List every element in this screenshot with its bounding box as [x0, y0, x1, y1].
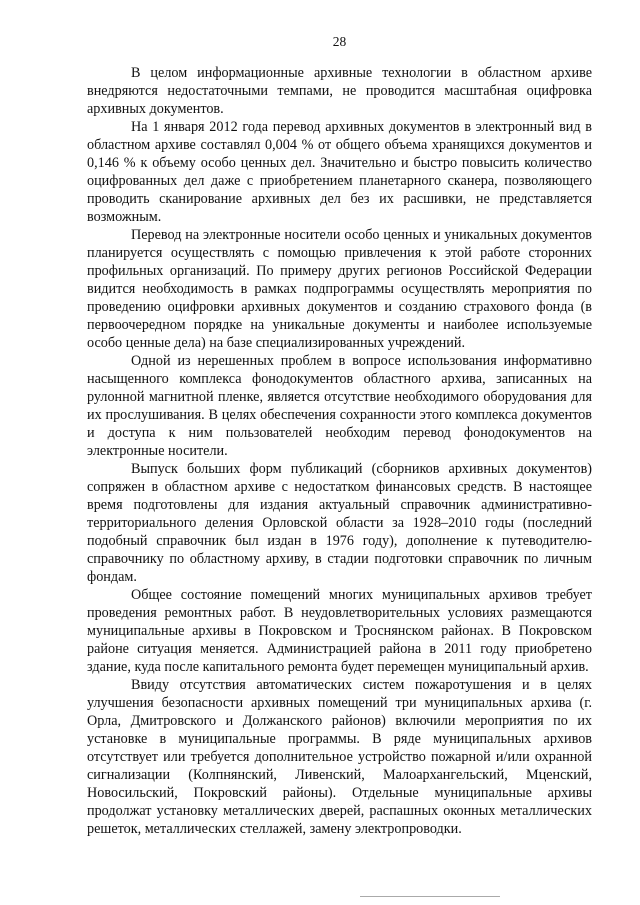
body-text: [87, 64, 592, 838]
paragraph-6: Общее состояние помещений многих муниципальных архивов требует проведения ремонтных работ. В неудовлетворительных условиях размещаются муниципальные архивы в Покровском и Троснянском районах. В Покровском районе ситуация меняется. Администрацией района в 2011 году приобретено здание, куда после капитального ремонта будет перемещен муниципальный архив.: [87, 587, 592, 675]
paragraph-2: На 1 января 2012 года перевод архивных документов в электронный вид в областном архиве составлял 0,004 % от общего объема хранящихся документов и 0,146 % к объему особо ценных дел. Значительно и быстро повысить количество оцифрованных дел даже с приобретением планетарного сканера, позволяющего проводить сканирование архивных дел без их расшивки, не представляется возможным.: [87, 119, 592, 225]
paragraph-4: Одной из нерешенных проблем в вопросе использования информативно насыщенного комплекса фонодокументов областного архива, записанных на рулонной магнитной пленке, является отсутствие необходимого оборудования для их прослушивания. В целях обеспечения сохранности этого комплекса документов и доступа к ним пользователей необходим перевод фонодокументов на электронные носители.: [87, 353, 592, 459]
paragraph-7: Ввиду отсутствия автоматических систем пожаротушения и в целях улучшения безопасности архивных помещений три муниципальных архива (г. Орла, Дмитровского и Должанского районов) включили мероприятия по их установке в муниципальные программы. В ряде муниципальных архивов отсутствует или требуется дополнительное устройство пожарной и/или охранной сигнализации (Колпнянский, Ливенский, Малоархангельский, Мценский, Новосильский, Покровский районы). Отдельные муниципальные архивы продолжат установку металлических дверей, распашных оконных металлических решеток, металлических стеллажей, замену электропроводки.: [87, 677, 592, 837]
page-number: 28: [332, 34, 347, 49]
paragraph-5: Выпуск больших форм публикаций (сборников архивных документов) сопряжен в областном архиве с недостатком финансовых средств. В настоящее время подготовлены для издания актуальный справочник административно-территориального деления Орловской области за 1928–2010 годы (последний подобный справочник был издан в 1976 году), дополнение к путеводителю-справочнику по областному архиву, в стадии подготовки справочник по личным фондам.: [87, 461, 592, 585]
scan-artifact-line: [360, 896, 500, 897]
paragraph-3: Перевод на электронные носители особо ценных и уникальных документов планируется осуществлять с помощью привлечения к этой работе сторонних профильных организаций. По примеру других регионов Российской Федерации видится необходимость в рамках подпрограммы осуществлять мероприятия по проведению оцифровки архивных документов и созданию страхового фонда (в первоочередном порядке на уникальные документы и наиболее используемые особо ценные дела) на базе специализированных учреждений.: [87, 227, 592, 351]
paragraph-1: В целом информационные архивные технологии в областном архиве внедряются недостаточными темпами, не проводится масштабная оцифровка архивных документов.: [87, 65, 592, 117]
